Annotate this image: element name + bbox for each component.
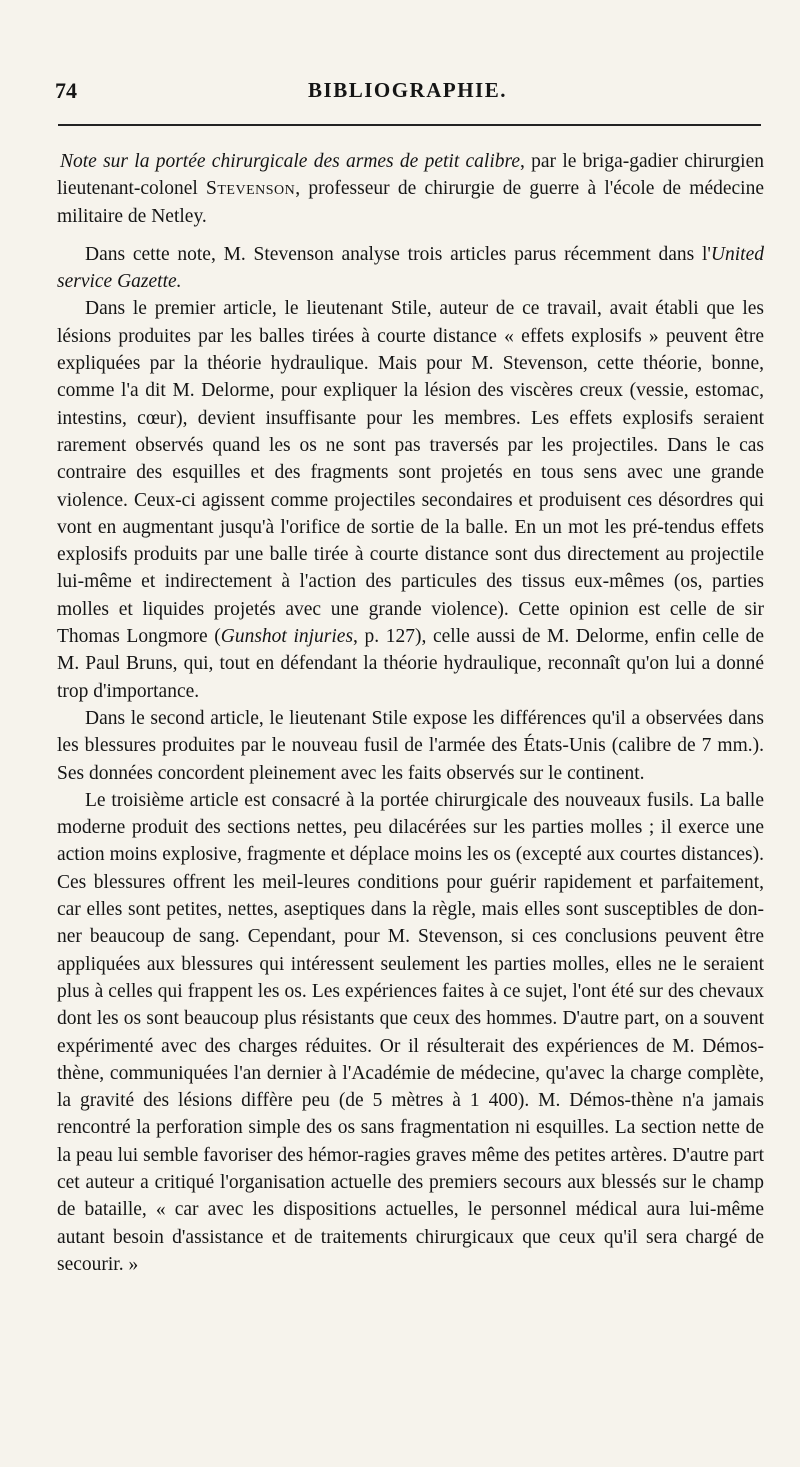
review-title-rest-1: , par le briga-gadier chirurgien lieutenant-colonel <box>57 151 764 200</box>
journal-title: United service Gazette. <box>57 243 764 293</box>
paragraph-3: Dans le second article, le lieutenant Stile expose les différences qu'il a observées dans les blessures produites par le nouveau fusil de l'armée des États-Unis (calibre de 7 mm.). Ses données concordent pleinement avec les faits observés sur le continent. <box>57 707 764 784</box>
book-title: Gunshot injuries <box>220 626 354 648</box>
page-header <box>55 78 760 108</box>
paragraph-2-text: Dans le premier article, le lieutenant Stile, auteur de ce travail, avait établi que les lésions produites par les balles tirées à courte distance « effets explosifs » peuvent être expliquées par la théorie hydraulique. Mais pour M. Stevenson, cette théorie, bonne, comme l'a dit M. Delorme, pour expliquer la lésion des viscères creux (vessie, estomac, intestins, cœur), devient insuffisante pour les membres. Les effets explosifs seraient rarement observés quand les os ne sont pas traversés par les projectiles. Dans le cas contraire des esquilles et des fragments sont projetés en tous sens avec une grande violence. Ceux-ci agissent comme projectiles secondaires et produisent ces désordres qui vont en augmentant jusqu'à l'orifice de sortie de la balle. En un mot les pré-tendus effets explosifs produits par une balle tirée à courte distance sont dus directement au projectile lui-même et indirectement à l'action des particules des tissus eux-mêmes (os, parties molles et liquides projetés avec une grande violence). Cette opinion est celle de sir Thomas Longmore ( <box>57 298 764 648</box>
paragraph-2 <box>57 295 764 704</box>
running-title: BIBLIOGRAPHIE. <box>308 78 507 102</box>
review-author: Stevenson <box>206 178 296 200</box>
review-title: Note sur la portée chirurgicale des armes de petit calibre <box>60 151 521 172</box>
paragraph-4: Le troisième article est consacré à la portée chirurgicale des nouveaux fusils. La balle moderne produit des sections nettes, peu dilacérées sur les parties molles ; il exerce une action moins explosive, fragmente et déplace moins les os (excepté aux courtes distances). Ces blessures offrent les meil-leures conditions pour guérir rapidement et parfaitement, car elles sont petites, nettes, aseptiques dans la règle, mais elles sont susceptibles de don-ner beaucoup de sang. Cependant, pour M. Stevenson, si ces conclusions peuvent être appliquées aux blessures qui intéressent seulement les parties molles, elles ne le seraient plus à celles qui frappent les os. Les expériences faites à ce sujet, l'ont été sur des chevaux dont les os sont beaucoup plus résistants que ceux des hommes. D'autre part, on a souvent expérimenté avec des charges réduites. Or il résulterait des expériences de M. Démos-thène, communiquées l'an dernier à l'Académie de médecine, qu'avec la charge complète, la gravité des lésions diffère peu (de 5 mètres à 1 400). M. Démos-thène n'a jamais rencontré la perforation simple des os sans fragmentation ni esquilles. La section nette de la peau lui semble favoriser des hémor-ragies graves même des petites artères. D'autre part cet auteur a critiqué l'organisation actuelle des premiers secours aux blessés sur le champ de bataille, « car avec les dispositions actuelles, le personnel médical aura lui-même autant besoin d'assistance et de traitements chirurgicaux que ceux qu'il sera chargé de secourir. » <box>57 789 764 1275</box>
page-number: 74 <box>55 78 77 103</box>
review-title-rest-2: , professeur de chirurgie de guerre à l'école de médecine militaire de Netley. <box>57 178 765 227</box>
header-rule <box>58 124 761 126</box>
paragraph-1 <box>57 241 764 296</box>
article-body <box>57 148 764 1278</box>
review-title-paragraph <box>57 148 764 230</box>
paragraph-2-end: , p. 127), celle aussi de M. Delorme, enfin celle de M. Paul Bruns, qui, tout en défendant la théorie hydraulique, reconnaît qu'on lui a donné trop d'importance. <box>57 626 764 702</box>
paragraph-1-text: Dans cette note, M. Stevenson analyse trois articles parus récemment dans l' <box>85 243 711 265</box>
